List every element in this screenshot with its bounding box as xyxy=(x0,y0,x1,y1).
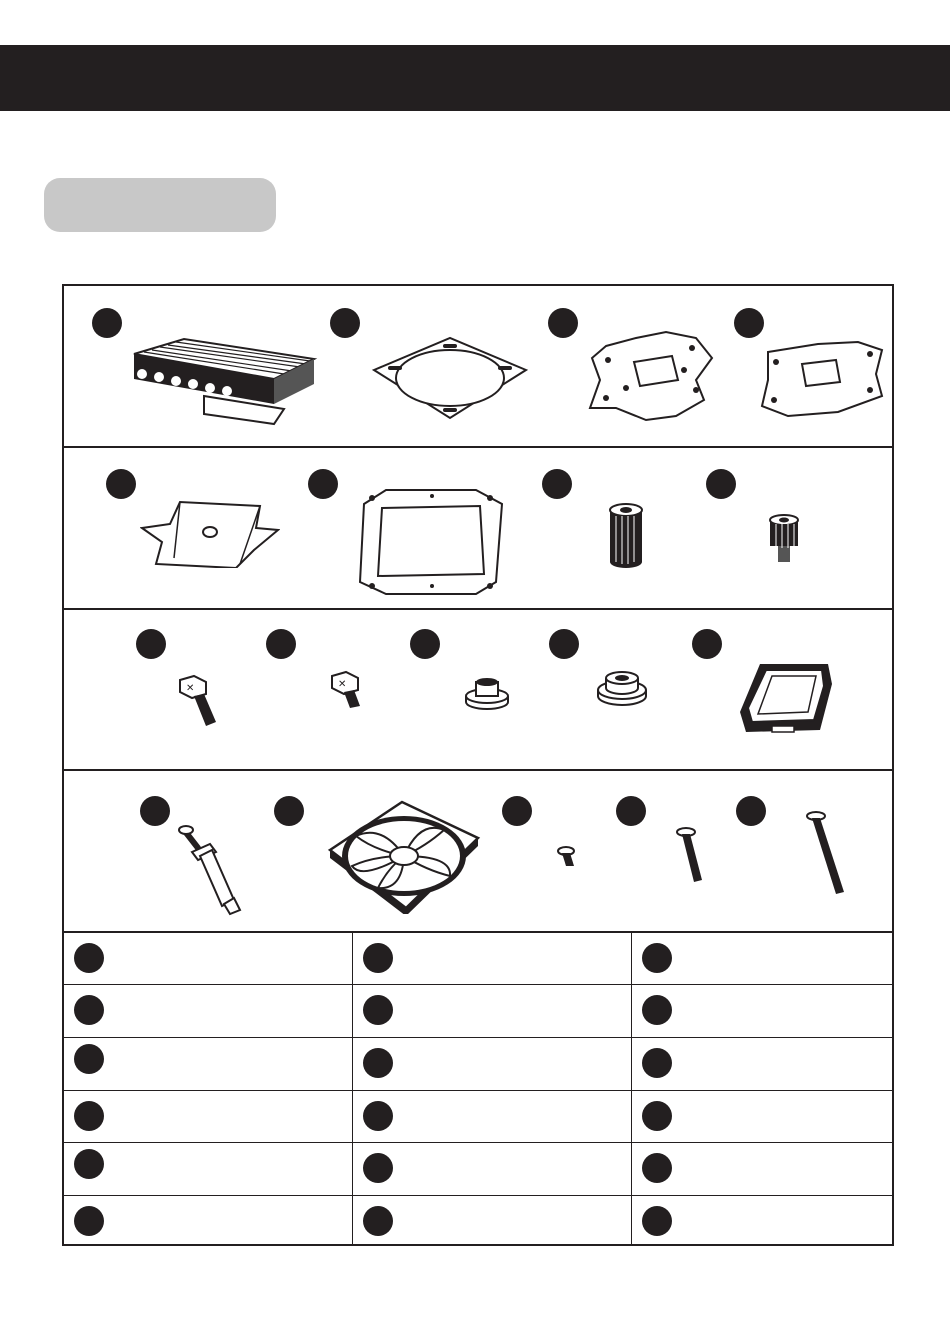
legend-cell xyxy=(632,1038,894,1090)
legend-number-badge xyxy=(642,943,672,973)
part-number-badge xyxy=(734,308,764,338)
svg-text:✕: ✕ xyxy=(338,679,347,690)
legend-number-badge xyxy=(74,1044,104,1074)
legend-number-badge xyxy=(74,995,104,1025)
legend-cell xyxy=(64,1038,352,1090)
hex-bolt-long-icon xyxy=(174,674,222,730)
legend-number-badge xyxy=(642,1153,672,1183)
backplate-large-icon xyxy=(586,328,716,423)
part-number-badge xyxy=(542,469,572,499)
round-fan-mounting-frame-icon xyxy=(370,336,530,421)
long-screw-icon xyxy=(806,810,846,896)
part-number-badge xyxy=(274,796,304,826)
legend-cell xyxy=(353,985,631,1037)
legend-number-badge xyxy=(642,1048,672,1078)
cooling-fan-icon xyxy=(322,798,482,914)
part-number-badge xyxy=(549,629,579,659)
row-divider xyxy=(64,769,892,771)
part-number-badge xyxy=(140,796,170,826)
legend-cell xyxy=(64,1143,352,1195)
cpu-socket-guard-icon xyxy=(736,658,836,738)
legend-cell xyxy=(632,1143,894,1195)
backplate-small-icon xyxy=(758,336,888,418)
legend-cell xyxy=(64,1196,352,1246)
square-retention-frame-icon xyxy=(356,486,506,598)
legend-cell xyxy=(64,1091,352,1142)
part-number-badge xyxy=(92,308,122,338)
part-number-badge xyxy=(266,629,296,659)
legend-cell xyxy=(353,1091,631,1142)
part-number-badge xyxy=(136,629,166,659)
legend-cell xyxy=(632,1196,894,1246)
row-divider xyxy=(64,608,892,610)
legend-cell xyxy=(632,985,894,1037)
part-number-badge xyxy=(106,469,136,499)
part-number-badge xyxy=(616,796,646,826)
small-spacer-icon xyxy=(462,674,512,710)
short-screw-icon xyxy=(556,846,580,868)
svg-text:✕: ✕ xyxy=(186,683,195,694)
part-number-badge xyxy=(548,308,578,338)
part-number-badge xyxy=(330,308,360,338)
medium-screw-icon xyxy=(676,826,706,884)
legend-cell xyxy=(353,1143,631,1195)
legend-number-badge xyxy=(74,1101,104,1131)
legend-number-badge xyxy=(363,1101,393,1131)
legend-cell xyxy=(632,1091,894,1142)
legend-number-badge xyxy=(74,1206,104,1236)
legend-number-badge xyxy=(642,1101,672,1131)
long-standoff-nut-icon xyxy=(606,502,646,570)
legend-cell xyxy=(632,933,894,984)
legend-number-badge xyxy=(363,995,393,1025)
legend-cell xyxy=(353,1196,631,1246)
header-bar xyxy=(0,45,950,111)
hex-bolt-short-icon xyxy=(328,670,366,710)
legend-cell xyxy=(64,933,352,984)
part-number-badge xyxy=(502,796,532,826)
cpu-cooler-heatsink-icon xyxy=(124,334,319,429)
large-spacer-icon xyxy=(594,666,650,710)
legend-number-badge xyxy=(642,995,672,1025)
legend-number-badge xyxy=(363,1153,393,1183)
parts-list-box xyxy=(62,284,894,1246)
mounting-bracket-icon xyxy=(140,498,280,568)
thumb-screw-icon xyxy=(766,512,802,568)
legend-number-badge xyxy=(363,1206,393,1236)
part-number-badge xyxy=(308,469,338,499)
part-number-badge xyxy=(736,796,766,826)
thermal-paste-syringe-icon xyxy=(176,822,246,918)
legend-cell xyxy=(64,985,352,1037)
legend-number-badge xyxy=(74,1149,104,1179)
part-number-badge xyxy=(706,469,736,499)
legend-cell xyxy=(353,933,631,984)
part-number-badge xyxy=(410,629,440,659)
legend-cell xyxy=(353,1038,631,1090)
part-number-badge xyxy=(692,629,722,659)
legend-number-badge xyxy=(363,1048,393,1078)
row-divider xyxy=(64,446,892,448)
legend-number-badge xyxy=(642,1206,672,1236)
legend-number-badge xyxy=(74,943,104,973)
legend-number-badge xyxy=(363,943,393,973)
section-label-pill xyxy=(44,178,276,232)
